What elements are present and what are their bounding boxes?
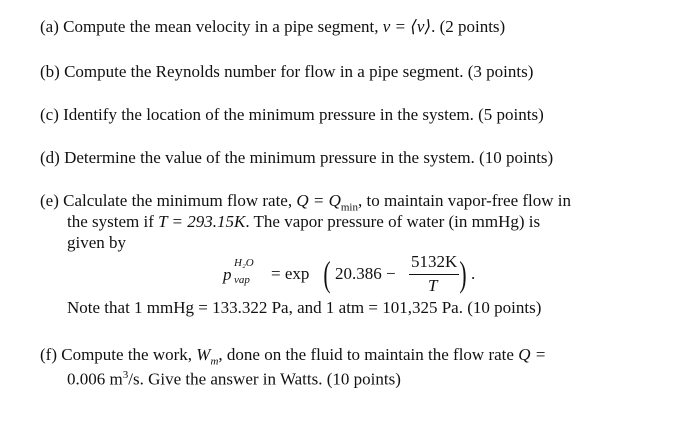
question-f-line1-sub: m <box>210 355 219 368</box>
formula-sub: vap <box>234 274 250 286</box>
formula-right-paren: ) <box>459 254 467 294</box>
question-f-line2 <box>67 365 401 390</box>
question-f-line1-mid: , done on the fluid to maintain the flow rate <box>218 345 519 364</box>
question-b <box>40 61 533 82</box>
question-b-label: (b) <box>40 62 60 81</box>
question-e-line1-pre: Calculate the minimum flow rate, <box>63 191 297 210</box>
question-d <box>40 147 553 168</box>
question-e-line1-sub: min <box>340 201 358 214</box>
question-d-text: Determine the value of the minimum pressure in the system. (10 points) <box>64 148 554 167</box>
question-e-line2-pre: the system if <box>67 212 159 231</box>
question-e-line3-text: given by <box>67 233 127 252</box>
formula-left-paren: ( <box>323 254 331 294</box>
question-b-text: Compute the Reynolds number for flow in a pipe segment. (3 points) <box>64 62 534 81</box>
question-f-line2-post: /s. Give the answer in Watts. (10 points) <box>128 369 401 389</box>
question-e-line1-post: , to maintain vapor-free flow in <box>358 191 572 210</box>
question-c <box>40 104 544 125</box>
question-a-math: v = ⟨v⟩ <box>382 17 432 36</box>
question-e-note-text: Note that 1 mmHg = 133.322 Pa, and 1 atm = 101,325 Pa. (10 points) <box>67 298 542 317</box>
question-e-note <box>67 297 541 318</box>
question-e-label: (e) <box>40 191 59 210</box>
question-f-line1-math: W <box>196 345 211 364</box>
formula-p: p <box>223 265 232 284</box>
question-a-points: . (2 points) <box>431 17 506 36</box>
formula-equals-exp: = exp <box>271 264 310 283</box>
question-a <box>40 16 505 37</box>
formula-constant: 20.386 − <box>335 264 396 283</box>
question-a-label: (a) <box>40 17 59 36</box>
question-d-label: (d) <box>40 148 60 167</box>
formula-numerator: 5132K <box>411 252 458 271</box>
question-a-text: Compute the mean velocity in a pipe segment, <box>63 17 383 36</box>
question-e-line3 <box>67 232 126 253</box>
question-c-label: (c) <box>40 105 59 124</box>
question-e-line2-math: T = 293.15K <box>158 212 246 231</box>
question-f-line1-pre: Compute the work, <box>61 345 197 364</box>
formula-fraction-bar <box>409 274 459 275</box>
formula-denominator: T <box>428 276 438 295</box>
question-e-line1-math: Q = Q <box>296 191 341 210</box>
question-f-label: (f) <box>40 345 57 364</box>
question-e-line2-post: . The vapor pressure of water (in mmHg) is <box>245 212 541 231</box>
formula-period: . <box>471 264 476 283</box>
question-e-line2 <box>67 211 540 232</box>
question-f-line1-q: Q = <box>518 345 547 364</box>
question-c-text: Identify the location of the minimum pressure in the system. (5 points) <box>63 105 544 124</box>
formula-sup: H₂O <box>234 257 254 269</box>
vapor-pressure-formula <box>223 250 503 296</box>
question-f-line2-sup: 3 <box>122 369 129 381</box>
question-f-line2-value: 0.006 m <box>67 369 123 389</box>
